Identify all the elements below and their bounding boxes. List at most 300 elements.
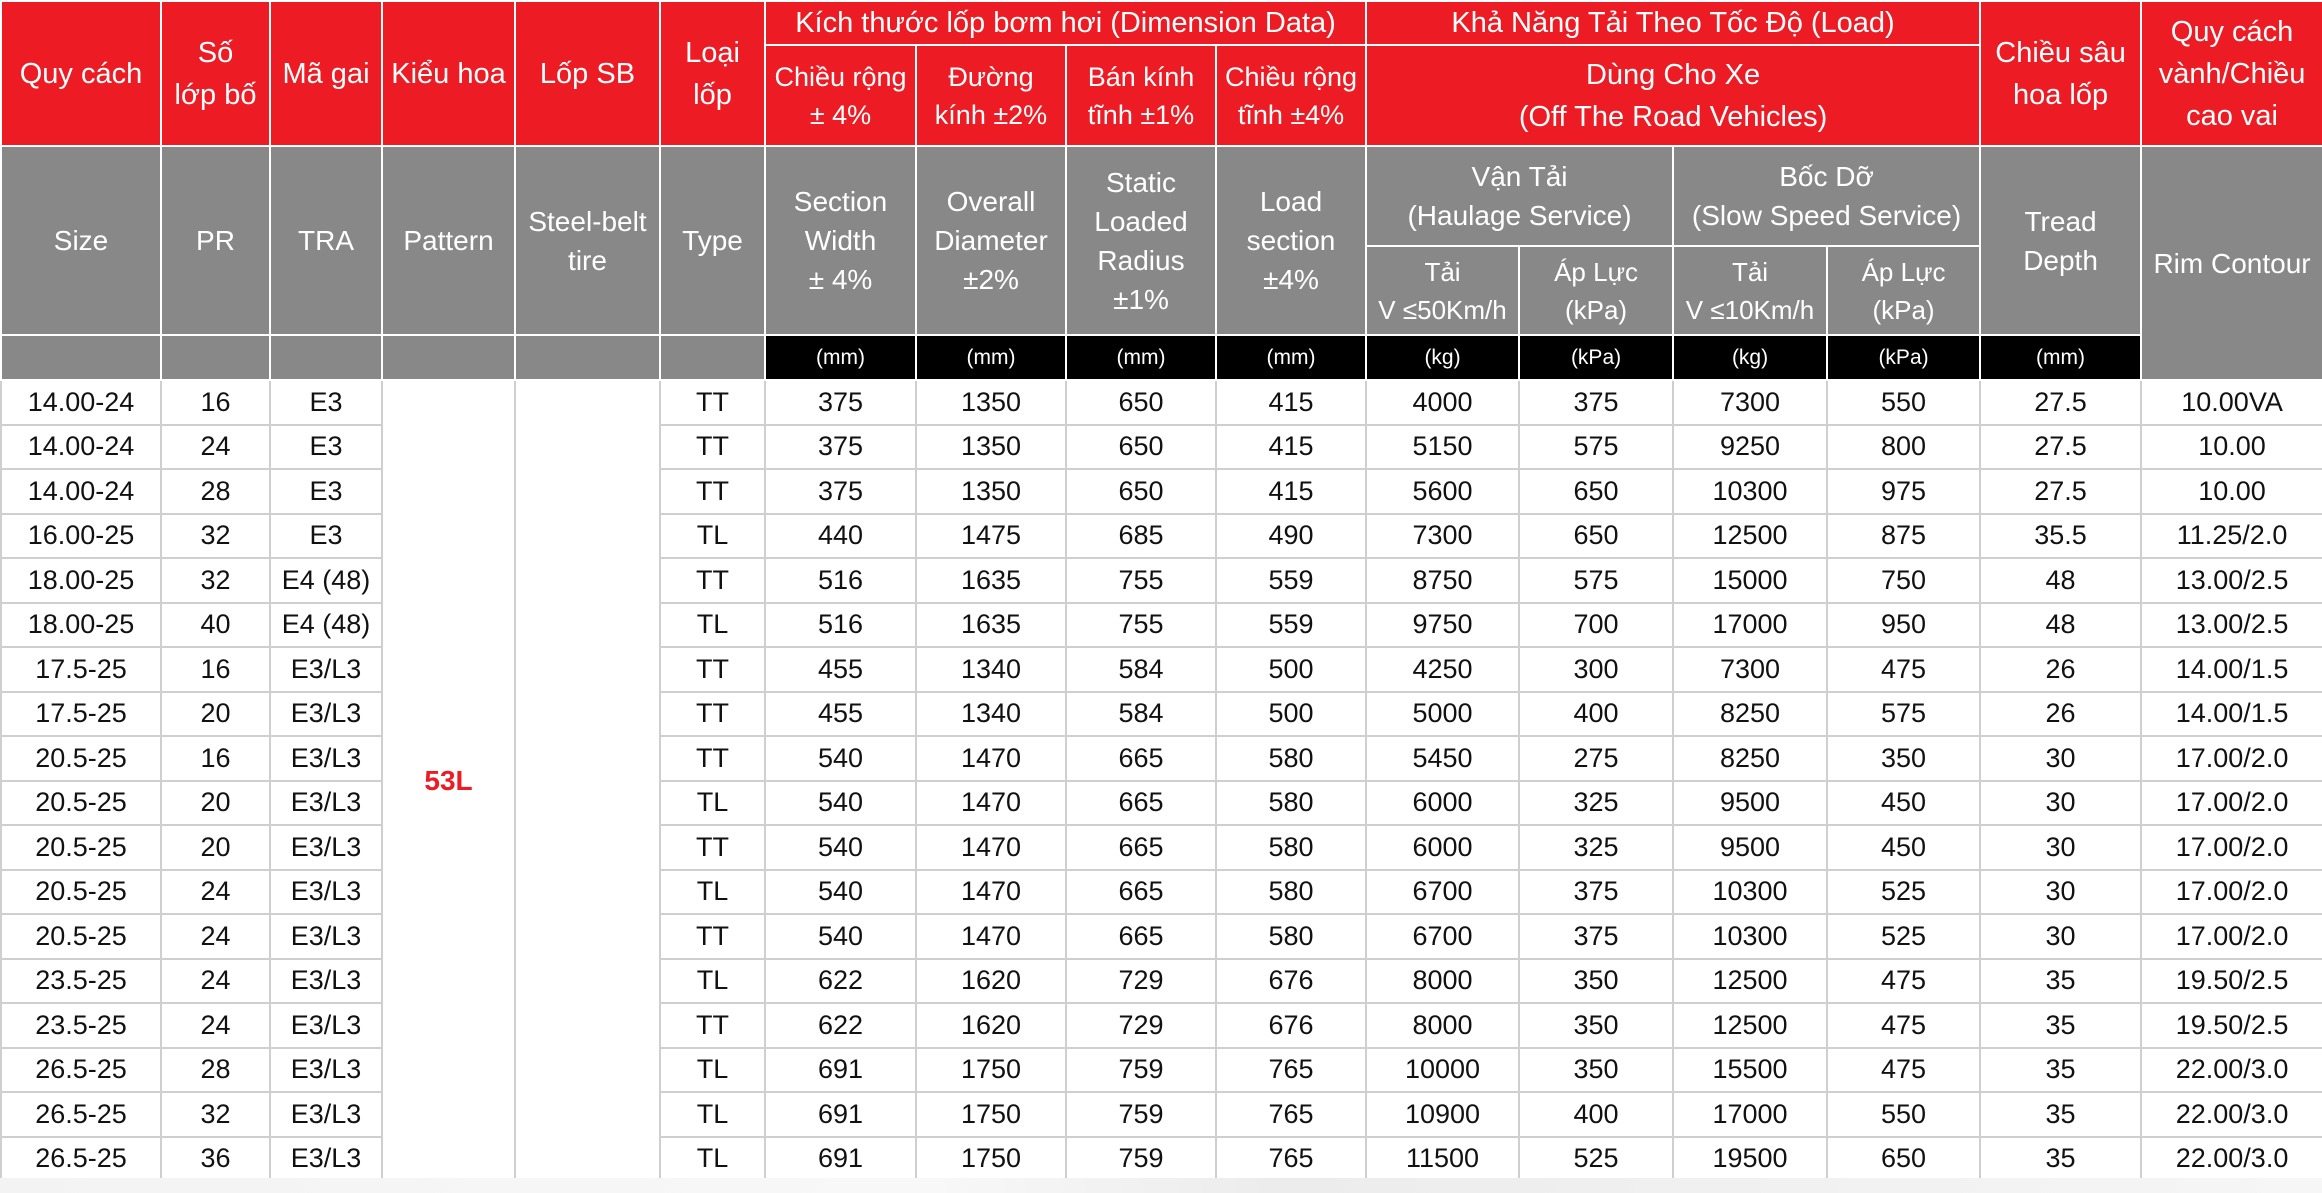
cell-rim-contour: 10.00VA	[2141, 380, 2322, 425]
cell-load-section: 415	[1216, 380, 1366, 425]
cell-tread-depth: 26	[1980, 647, 2141, 692]
cell-section-width: 540	[765, 914, 916, 959]
cell-rim-contour: 13.00/2.5	[2141, 558, 2322, 603]
cell-section-width: 516	[765, 603, 916, 648]
header-line: lốp	[693, 78, 732, 111]
unit-blank-type	[660, 335, 765, 380]
header-slow-speed	[1673, 146, 1980, 246]
cell-rim-contour: 17.00/2.0	[2141, 914, 2322, 959]
cell-load-slow: 10300	[1673, 469, 1827, 514]
cell-section-width: 540	[765, 870, 916, 915]
cell-overall-diameter: 1470	[916, 825, 1066, 870]
cell-pr: 28	[161, 469, 270, 514]
header-section-width-en	[765, 146, 916, 335]
cell-size: 16.00-25	[1, 514, 161, 559]
cell-section-width: 455	[765, 647, 916, 692]
cell-overall-diameter: 1470	[916, 781, 1066, 826]
header-line: Tread	[2024, 205, 2097, 237]
header-pressure-haulage	[1519, 246, 1673, 335]
cell-static-radius: 650	[1066, 425, 1216, 470]
header-size-en: Size	[1, 146, 161, 335]
cell-size: 26.5-25	[1, 1048, 161, 1093]
cell-pressure-haulage: 525	[1519, 1137, 1673, 1182]
cell-static-radius: 759	[1066, 1137, 1216, 1182]
cell-type: TL	[660, 959, 765, 1004]
cell-type: TT	[660, 736, 765, 781]
cell-rim-contour: 10.00	[2141, 425, 2322, 470]
cell-section-width: 375	[765, 469, 916, 514]
header-line: Radius	[1097, 244, 1185, 276]
cell-load-slow: 15500	[1673, 1048, 1827, 1093]
cell-tra: E3/L3	[270, 1137, 382, 1182]
cell-pressure-slow: 475	[1827, 959, 1980, 1004]
cell-static-radius: 755	[1066, 558, 1216, 603]
header-overall-diameter-en	[916, 146, 1066, 335]
cell-size: 14.00-24	[1, 425, 161, 470]
header-line: ±4%	[1263, 264, 1319, 295]
header-line: lớp bố	[174, 78, 257, 111]
cell-load-haulage: 10900	[1366, 1092, 1519, 1137]
cell-tread-depth: 35	[1980, 959, 2141, 1004]
table-row	[1, 603, 2322, 648]
unit-load-haulage: (kg)	[1366, 335, 1519, 380]
cell-pressure-haulage: 325	[1519, 781, 1673, 826]
cell-section-width: 540	[765, 736, 916, 781]
cell-tra: E3/L3	[270, 1003, 382, 1048]
cell-rim-contour: 13.00/2.5	[2141, 603, 2322, 648]
cell-static-radius: 665	[1066, 914, 1216, 959]
cell-load-slow: 19500	[1673, 1137, 1827, 1182]
cell-rim-contour: 11.25/2.0	[2141, 514, 2322, 559]
cell-tra: E3	[270, 514, 382, 559]
cell-rim-contour: 17.00/2.0	[2141, 825, 2322, 870]
header-units-row	[1, 335, 2322, 380]
cell-overall-diameter: 1620	[916, 1003, 1066, 1048]
cell-section-width: 375	[765, 380, 916, 425]
cell-load-section: 559	[1216, 558, 1366, 603]
table-row	[1, 469, 2322, 514]
table-row	[1, 514, 2322, 559]
cell-rim-contour: 17.00/2.0	[2141, 736, 2322, 781]
table-row	[1, 380, 2322, 425]
cell-load-haulage: 5000	[1366, 692, 1519, 737]
cell-load-haulage: 4000	[1366, 380, 1519, 425]
cell-pr: 24	[161, 914, 270, 959]
header-line: Bán kính	[1087, 61, 1195, 92]
unit-static-radius: (mm)	[1066, 335, 1216, 380]
cell-static-radius: 584	[1066, 647, 1216, 692]
cell-pressure-haulage: 650	[1519, 469, 1673, 514]
table-row	[1, 425, 2322, 470]
cell-tread-depth: 35	[1980, 1003, 2141, 1048]
header-line: Loaded	[1094, 205, 1188, 237]
cell-load-section: 580	[1216, 870, 1366, 915]
cell-pressure-haulage: 575	[1519, 558, 1673, 603]
cell-tra: E3/L3	[270, 959, 382, 1004]
cell-section-width: 691	[765, 1048, 916, 1093]
cell-tra: E3/L3	[270, 1092, 382, 1137]
cell-size: 23.5-25	[1, 1003, 161, 1048]
cell-load-section: 500	[1216, 692, 1366, 737]
cell-load-haulage: 6000	[1366, 825, 1519, 870]
cell-rim-contour: 10.00	[2141, 469, 2322, 514]
cell-tread-depth: 27.5	[1980, 469, 2141, 514]
cell-pr: 28	[161, 1048, 270, 1093]
cell-pressure-haulage: 575	[1519, 425, 1673, 470]
cell-overall-diameter: 1470	[916, 870, 1066, 915]
cell-load-slow: 9500	[1673, 781, 1827, 826]
cell-pressure-slow: 475	[1827, 647, 1980, 692]
header-line: kính ±2%	[934, 99, 1048, 130]
header-tra-en: TRA	[270, 146, 382, 335]
cell-load-section: 559	[1216, 603, 1366, 648]
cell-tra: E3/L3	[270, 736, 382, 781]
header-line: Chiều sâu	[1995, 36, 2126, 69]
header-pr-vi	[161, 1, 270, 146]
table-row	[1, 647, 2322, 692]
cell-load-haulage: 8750	[1366, 558, 1519, 603]
cell-load-slow: 12500	[1673, 1003, 1827, 1048]
cell-rim-contour: 14.00/1.5	[2141, 647, 2322, 692]
header-pr-en: PR	[161, 146, 270, 335]
cell-rim-contour: 17.00/2.0	[2141, 870, 2322, 915]
cell-static-radius: 759	[1066, 1048, 1216, 1093]
cell-load-slow: 12500	[1673, 514, 1827, 559]
cell-tread-depth: 30	[1980, 736, 2141, 781]
unit-pressure-haulage: (kPa)	[1519, 335, 1673, 380]
cell-pressure-slow: 350	[1827, 736, 1980, 781]
header-line: (kPa)	[1872, 294, 1935, 325]
cell-overall-diameter: 1470	[916, 736, 1066, 781]
header-line: Diameter	[934, 225, 1048, 256]
header-line: tĩnh ±4%	[1237, 99, 1345, 130]
header-load-group: Khả Năng Tải Theo Tốc Độ (Load)	[1366, 1, 1980, 45]
cell-static-radius: 685	[1066, 514, 1216, 559]
unit-section-width: (mm)	[765, 335, 916, 380]
cell-rim-contour: 22.00/3.0	[2141, 1137, 2322, 1182]
cell-tra: E3	[270, 469, 382, 514]
cell-load-slow: 15000	[1673, 558, 1827, 603]
cell-tra: E3/L3	[270, 870, 382, 915]
header-haulage	[1366, 146, 1673, 246]
cell-size: 17.5-25	[1, 647, 161, 692]
cell-pressure-haulage: 300	[1519, 647, 1673, 692]
cell-pressure-haulage: 325	[1519, 825, 1673, 870]
header-line: Load	[1259, 186, 1323, 217]
header-line: Depth	[2023, 244, 2098, 276]
cell-overall-diameter: 1470	[916, 914, 1066, 959]
cell-size: 26.5-25	[1, 1137, 161, 1182]
table-row	[1, 914, 2322, 959]
header-type-vi	[660, 1, 765, 146]
cell-section-width: 440	[765, 514, 916, 559]
header-line: Tải	[1424, 256, 1461, 287]
header-line: section	[1246, 225, 1336, 256]
cell-load-section: 765	[1216, 1092, 1366, 1137]
cell-size: 18.00-25	[1, 558, 161, 603]
cell-tra: E3/L3	[270, 914, 382, 959]
cell-load-slow: 7300	[1673, 380, 1827, 425]
cell-overall-diameter: 1750	[916, 1048, 1066, 1093]
header-pattern-en: Pattern	[382, 146, 515, 335]
cell-tra: E3	[270, 425, 382, 470]
header-line: Mã gai	[282, 57, 370, 90]
table-row	[1, 558, 2322, 603]
header-type-en: Type	[660, 146, 765, 335]
cell-section-width: 622	[765, 1003, 916, 1048]
cell-type: TL	[660, 514, 765, 559]
cell-load-haulage: 7300	[1366, 514, 1519, 559]
cell-pr: 16	[161, 380, 270, 425]
cell-load-haulage: 5150	[1366, 425, 1519, 470]
table-row	[1, 870, 2322, 915]
cell-load-slow: 7300	[1673, 647, 1827, 692]
header-line: Số	[197, 36, 234, 69]
header-line: V ≤50Km/h	[1378, 294, 1507, 325]
cell-load-slow: 10300	[1673, 870, 1827, 915]
cell-section-width: 622	[765, 959, 916, 1004]
cell-type: TT	[660, 380, 765, 425]
cell-tread-depth: 30	[1980, 825, 2141, 870]
cell-static-radius: 665	[1066, 825, 1216, 870]
table-body	[1, 380, 2322, 1181]
cell-static-radius: 665	[1066, 870, 1216, 915]
cell-pressure-haulage: 650	[1519, 514, 1673, 559]
cell-load-section: 676	[1216, 1003, 1366, 1048]
header-line: Width	[804, 225, 877, 256]
cell-section-width: 691	[765, 1092, 916, 1137]
header-rim-contour-vi	[2141, 1, 2322, 146]
cell-type: TT	[660, 1003, 765, 1048]
cell-load-section: 765	[1216, 1048, 1366, 1093]
cell-pressure-slow: 750	[1827, 558, 1980, 603]
cell-size: 20.5-25	[1, 825, 161, 870]
cell-type: TT	[660, 825, 765, 870]
cell-pressure-slow: 875	[1827, 514, 1980, 559]
header-line: Quy cách	[19, 57, 143, 90]
cell-type: TT	[660, 914, 765, 959]
cell-rim-contour: 14.00/1.5	[2141, 692, 2322, 737]
cell-load-slow: 17000	[1673, 603, 1827, 648]
cell-size: 14.00-24	[1, 469, 161, 514]
cell-overall-diameter: 1750	[916, 1092, 1066, 1137]
unit-blank-pr	[161, 335, 270, 380]
cell-tra: E3/L3	[270, 781, 382, 826]
cell-pressure-slow: 650	[1827, 1137, 1980, 1182]
cell-pr: 32	[161, 558, 270, 603]
table-row	[1, 1092, 2322, 1137]
cell-pr: 32	[161, 1092, 270, 1137]
table-row	[1, 736, 2322, 781]
cell-pressure-haulage: 700	[1519, 603, 1673, 648]
header-line: Kiểu hoa	[391, 57, 506, 90]
cell-size: 20.5-25	[1, 914, 161, 959]
cell-pressure-slow: 475	[1827, 1003, 1980, 1048]
cell-load-section: 415	[1216, 469, 1366, 514]
cell-pressure-haulage: 400	[1519, 692, 1673, 737]
cell-load-slow: 10300	[1673, 914, 1827, 959]
table-row	[1, 1003, 2322, 1048]
cell-pr: 20	[161, 781, 270, 826]
cell-static-radius: 650	[1066, 469, 1216, 514]
cell-type: TT	[660, 425, 765, 470]
unit-blank-size	[1, 335, 161, 380]
cell-load-haulage: 9750	[1366, 603, 1519, 648]
cell-load-section: 580	[1216, 914, 1366, 959]
cell-tread-depth: 27.5	[1980, 380, 2141, 425]
table-header	[1, 1, 2322, 380]
cell-load-slow: 12500	[1673, 959, 1827, 1004]
cell-pr: 24	[161, 425, 270, 470]
header-line: Đường	[948, 61, 1034, 92]
cell-rim-contour: 19.50/2.5	[2141, 1003, 2322, 1048]
header-line: vành/Chiều	[2158, 57, 2306, 90]
cell-size: 23.5-25	[1, 959, 161, 1004]
cell-tra: E3/L3	[270, 692, 382, 737]
cell-pressure-haulage: 350	[1519, 1048, 1673, 1093]
cell-load-haulage: 4250	[1366, 647, 1519, 692]
cell-tread-depth: 35	[1980, 1092, 2141, 1137]
header-line: (Off The Road Vehicles)	[1518, 100, 1828, 133]
cell-rim-contour: 17.00/2.0	[2141, 781, 2322, 826]
cell-pr: 40	[161, 603, 270, 648]
cell-tread-depth: 48	[1980, 603, 2141, 648]
header-tread-depth-vi	[1980, 1, 2141, 146]
cell-pr: 32	[161, 514, 270, 559]
cell-tread-depth: 35	[1980, 1048, 2141, 1093]
table-row	[1, 692, 2322, 737]
header-load-section-en	[1216, 146, 1366, 335]
header-line: Tải	[1731, 256, 1769, 287]
header-dimension-group: Kích thước lốp bơm hơi (Dimension Data)	[765, 1, 1366, 45]
cell-tread-depth: 27.5	[1980, 425, 2141, 470]
cell-static-radius: 729	[1066, 1003, 1216, 1048]
header-steel-en	[515, 146, 660, 335]
cell-type: TL	[660, 781, 765, 826]
header-load-haulage	[1366, 246, 1519, 335]
cell-pr: 36	[161, 1137, 270, 1182]
header-line: ± 4%	[809, 99, 872, 130]
cell-section-width: 516	[765, 558, 916, 603]
unit-blank-tra	[270, 335, 382, 380]
unit-load-section: (mm)	[1216, 335, 1366, 380]
cell-pattern: 53L	[382, 380, 515, 1181]
table-row	[1, 825, 2322, 870]
cell-section-width: 540	[765, 781, 916, 826]
cell-size: 18.00-25	[1, 603, 161, 648]
cell-type: TT	[660, 692, 765, 737]
cell-pressure-slow: 800	[1827, 425, 1980, 470]
header-line: ± 4%	[808, 264, 873, 295]
header-load-section-vi	[1216, 45, 1366, 146]
cell-static-radius: 650	[1066, 380, 1216, 425]
cell-load-haulage: 6700	[1366, 914, 1519, 959]
header-line: Chiều rộng	[1224, 61, 1358, 92]
cell-pressure-slow: 525	[1827, 870, 1980, 915]
cell-type: TT	[660, 647, 765, 692]
cell-pr: 20	[161, 692, 270, 737]
cell-section-width: 540	[765, 825, 916, 870]
cell-pressure-slow: 550	[1827, 380, 1980, 425]
header-pattern-vi	[382, 1, 515, 146]
cell-rim-contour: 22.00/3.0	[2141, 1048, 2322, 1093]
header-line: Section	[793, 186, 888, 217]
header-line: (Haulage Service)	[1407, 200, 1632, 231]
cell-pressure-haulage: 275	[1519, 736, 1673, 781]
cell-type: TL	[660, 870, 765, 915]
cell-pressure-haulage: 375	[1519, 870, 1673, 915]
cell-tra: E4 (48)	[270, 558, 382, 603]
header-pressure-slow	[1827, 246, 1980, 335]
cell-type: TL	[660, 1048, 765, 1093]
cell-tread-depth: 35	[1980, 1137, 2141, 1182]
cell-load-section: 415	[1216, 425, 1366, 470]
header-line: Dùng Cho Xe	[1585, 58, 1761, 91]
cell-load-section: 580	[1216, 736, 1366, 781]
unit-blank-steel	[515, 335, 660, 380]
cell-pressure-slow: 950	[1827, 603, 1980, 648]
table-row	[1, 781, 2322, 826]
cell-load-haulage: 5600	[1366, 469, 1519, 514]
cell-tra: E3/L3	[270, 1048, 382, 1093]
cell-static-radius: 665	[1066, 781, 1216, 826]
cell-tra: E3/L3	[270, 825, 382, 870]
cell-load-haulage: 6700	[1366, 870, 1519, 915]
cell-static-radius: 759	[1066, 1092, 1216, 1137]
cell-load-slow: 17000	[1673, 1092, 1827, 1137]
cell-pr: 16	[161, 647, 270, 692]
cell-section-width: 455	[765, 692, 916, 737]
cell-size: 26.5-25	[1, 1092, 161, 1137]
header-section-width-vi	[765, 45, 916, 146]
header-line: V ≤10Km/h	[1685, 294, 1815, 325]
cell-load-haulage: 5450	[1366, 736, 1519, 781]
cell-type: TL	[660, 1137, 765, 1182]
cell-pr: 24	[161, 870, 270, 915]
header-size-vi	[1, 1, 161, 146]
bottom-strip	[0, 1178, 2322, 1193]
cell-load-haulage: 8000	[1366, 1003, 1519, 1048]
header-row-vi-1	[1, 1, 2322, 45]
header-rim-contour-en: Rim Contour	[2141, 146, 2322, 380]
cell-overall-diameter: 1475	[916, 514, 1066, 559]
unit-load-slow: (kg)	[1673, 335, 1827, 380]
cell-tread-depth: 30	[1980, 781, 2141, 826]
cell-tread-depth: 48	[1980, 558, 2141, 603]
cell-pr: 24	[161, 1003, 270, 1048]
cell-load-section: 500	[1216, 647, 1366, 692]
cell-pressure-haulage: 350	[1519, 1003, 1673, 1048]
cell-static-radius: 755	[1066, 603, 1216, 648]
cell-overall-diameter: 1635	[916, 603, 1066, 648]
header-line: tĩnh ±1%	[1087, 99, 1195, 130]
cell-pressure-haulage: 375	[1519, 380, 1673, 425]
cell-rim-contour: 22.00/3.0	[2141, 1092, 2322, 1137]
cell-size: 20.5-25	[1, 781, 161, 826]
cell-pressure-haulage: 400	[1519, 1092, 1673, 1137]
header-overall-diameter-vi	[916, 45, 1066, 146]
cell-overall-diameter: 1635	[916, 558, 1066, 603]
cell-pressure-slow: 550	[1827, 1092, 1980, 1137]
cell-overall-diameter: 1750	[916, 1137, 1066, 1182]
header-row-en-1	[1, 146, 2322, 246]
header-line: tire	[568, 244, 607, 276]
cell-tra: E4 (48)	[270, 603, 382, 648]
cell-tread-depth: 30	[1980, 870, 2141, 915]
cell-tread-depth: 30	[1980, 914, 2141, 959]
cell-tread-depth: 26	[1980, 692, 2141, 737]
cell-pressure-slow: 475	[1827, 1048, 1980, 1093]
